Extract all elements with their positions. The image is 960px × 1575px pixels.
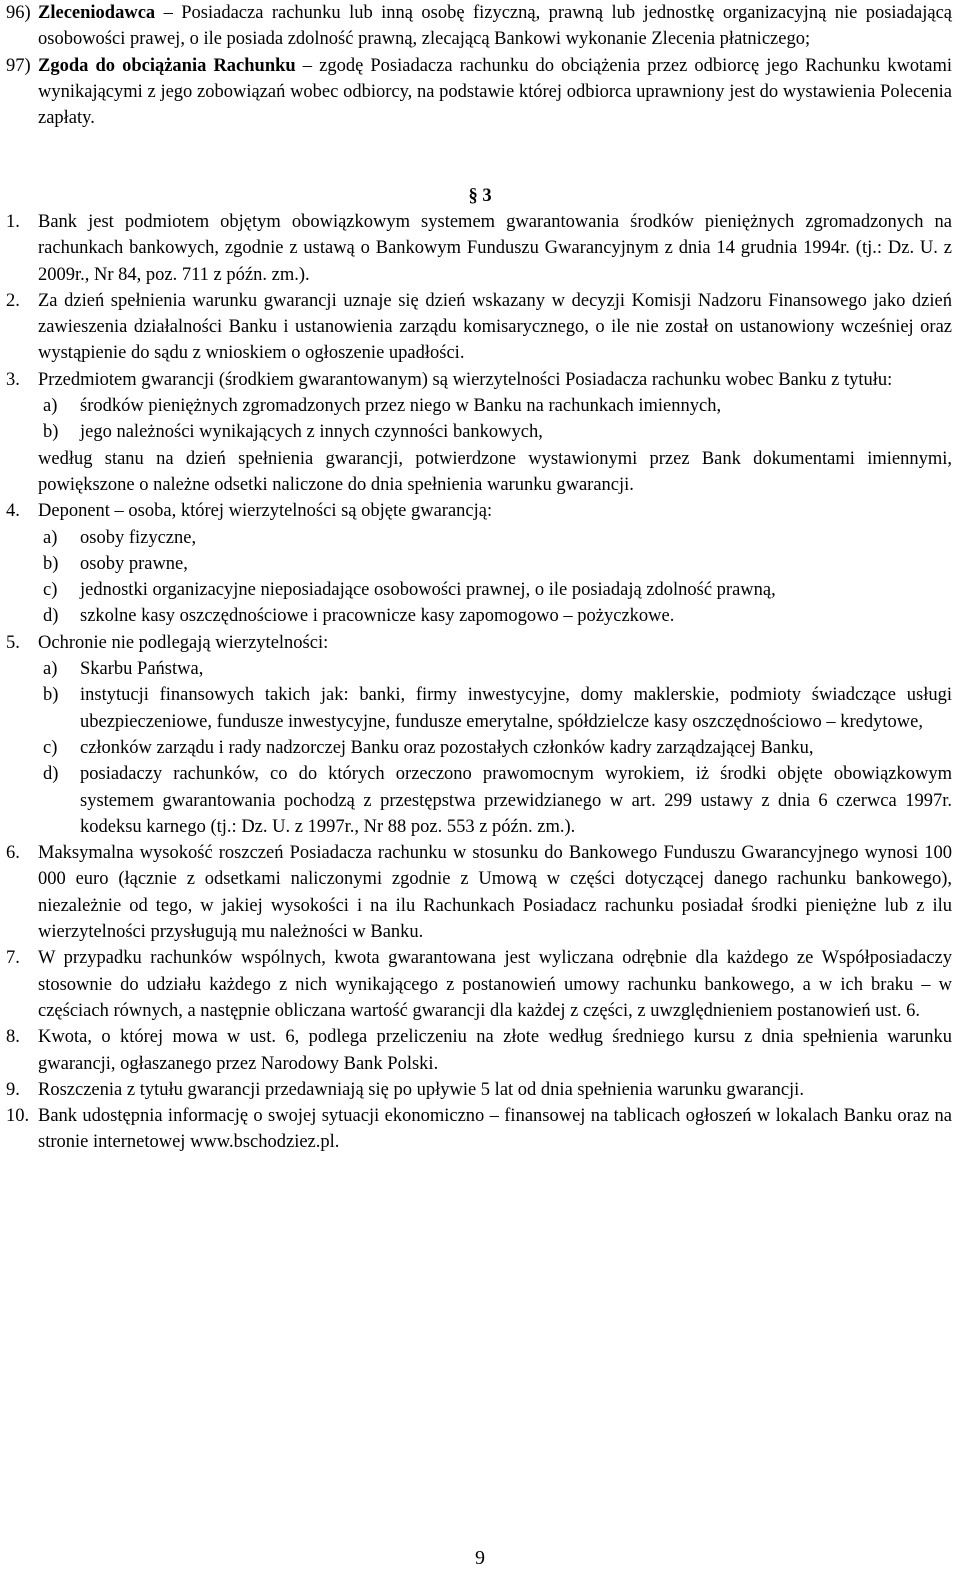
sub-item-text: jego należności wynikających z innych czynności bankowych, <box>80 422 543 443</box>
definition-item <box>6 0 952 53</box>
item-body <box>38 367 952 498</box>
item-number: 9. <box>6 1079 20 1100</box>
sub-item-text: Skarbu Państwa, <box>80 659 204 680</box>
sub-item <box>38 656 952 682</box>
item-body <box>38 630 952 840</box>
sub-item-label: c) <box>43 580 58 601</box>
list-item <box>6 945 952 1024</box>
item-text: Bank udostępnia informację o swojej sytuacji ekonomiczno – finansowej na tablicach ogłoszeń w lokalach Banku oraz na stronie internetowej www.bschodziez.pl. <box>38 1106 952 1153</box>
item-body <box>38 945 952 1024</box>
item-text: W przypadku rachunków wspólnych, kwota gwarantowana jest wyliczana odrębnie dla każdego ze Współposiadaczy stosownie do udziału każdego z nich wynikającego z postanowień umowy rachunku bankowego, a w ich braku – w częściach równych, a następnie obliczana wartość gwarancji dla każdej z części, z uwzględnieniem postanowień ust. 6. <box>38 948 952 1021</box>
definitions-list <box>6 0 952 131</box>
list-item <box>6 1024 952 1077</box>
list-item <box>6 840 952 945</box>
item-number: 6. <box>6 843 20 864</box>
definition-text: – zgodę Posiadacza rachunku do obciążenia przez odbiorcę jego Rachunku kwotami wynikającymi z jego zobowiązań wobec odbiorcy, na podstawie której odbiorca uprawniony jest do wystawienia Polecenia zapłaty. <box>38 55 952 129</box>
sub-item <box>38 682 952 735</box>
definition-item <box>6 53 952 132</box>
definition-term: Zleceniodawca <box>38 3 156 23</box>
sub-item <box>38 525 952 551</box>
section-items <box>6 209 952 1156</box>
sub-item <box>38 551 952 577</box>
section-number: 3 <box>482 186 492 206</box>
item-body <box>38 840 952 945</box>
sub-item-text: członków zarządu i rady nadzorczej Banku oraz pozostałych członków kadry zarządzającej Banku, <box>80 737 814 758</box>
item-body <box>38 209 952 288</box>
item-number: 2. <box>6 290 20 311</box>
list-item <box>6 209 952 288</box>
item-number: 8. <box>6 1027 20 1048</box>
definition-body <box>38 53 952 132</box>
item-body <box>38 1024 952 1077</box>
section-symbol: § <box>468 186 478 206</box>
item-text: Ochronie nie podlegają wierzytelności: <box>38 632 329 653</box>
item-body <box>38 288 952 367</box>
sub-item-text: jednostki organizacyjne nieposiadające osobowości prawnej, o ile posiadają zdolność prawną, <box>80 580 776 601</box>
section-heading <box>0 183 960 209</box>
sub-item-label: a) <box>43 659 58 680</box>
item-body <box>38 1103 952 1156</box>
definition-body <box>38 0 952 53</box>
item-text: Przedmiotem gwarancji (środkiem gwarantowanym) są wierzytelności Posiadacza rachunku wobec Banku z tytułu: <box>38 369 893 390</box>
sub-item-label: b) <box>43 422 59 443</box>
item-text: Za dzień spełnienia warunku gwarancji uznaje się dzień wskazany w decyzji Komisji Nadzoru Finansowego jako dzień zawieszenia działalności Banku i ustanowienia zarządu komisarycznego, o ile nie został on ustanowiony wcześniej oraz wystąpienie do sądu z wnioskiem o ogłoszenie upadłości. <box>38 290 952 364</box>
sub-item-text: szkolne kasy oszczędnościowe i pracownicze kasy zapomogowo – pożyczkowe. <box>80 606 675 627</box>
item-body <box>38 498 952 629</box>
list-item <box>6 288 952 367</box>
page-number: 9 <box>475 1547 485 1569</box>
sub-item <box>38 419 952 445</box>
list-item <box>6 1077 952 1103</box>
sub-item-text: środków pieniężnych zgromadzonych przez niego w Banku na rachunkach imiennych, <box>80 396 722 417</box>
sub-item-text: osoby fizyczne, <box>80 527 197 548</box>
definition-text: – Posiadacza rachunku lub inną osobę fizyczną, prawną lub jednostkę organizacyjną nie posiadającą osobowości prawej, o ile posiada zdolność prawną, zlecającą Bankowi wykonanie Zlecenia płatniczego; <box>38 3 952 50</box>
sub-item-text: instytucji finansowych takich jak: banki, firmy inwestycyjne, domy maklerskie, podmioty świadczące usługi ubezpieczeniowe, fundusze inwestycyjne, fundusze emerytalne, spółdzielcze kasy oszczędnościowo – kredytowe, <box>80 685 952 732</box>
sub-item <box>38 735 952 761</box>
sub-item-text: osoby prawne, <box>80 553 188 574</box>
definition-term: Zgoda do obciążania Rachunku <box>38 55 296 76</box>
list-item <box>6 498 952 629</box>
sub-item <box>38 603 952 629</box>
list-item <box>6 1103 952 1156</box>
list-item <box>6 630 952 840</box>
sub-item-label: a) <box>43 396 58 417</box>
item-number: 10. <box>6 1106 30 1127</box>
definition-number: 97) <box>6 55 31 76</box>
item-number: 7. <box>6 948 20 969</box>
sub-item-label: b) <box>43 553 59 574</box>
definition-number: 96) <box>6 3 31 23</box>
item-number: 4. <box>6 501 20 522</box>
item-text: Roszczenia z tytułu gwarancji przedawniają się po upływie 5 lat od dnia spełnienia warunku gwarancji. <box>38 1079 804 1100</box>
sub-item-label: d) <box>43 764 59 785</box>
list-item <box>6 367 952 498</box>
item-text: Bank jest podmiotem objętym obowiązkowym systemem gwarantowania środków pieniężnych zgromadzonych na rachunkach bankowych, zgodnie z ustawą o Bankowym Funduszu Gwarancyjnym z dnia 14 grudnia 1994r. (tj.: Dz. U. z 2009r., Nr 84, poz. 711 z późn. zm.). <box>38 212 952 285</box>
sub-item-label: b) <box>43 685 59 706</box>
sub-item-label: a) <box>43 527 58 548</box>
item-number: 3. <box>6 369 20 390</box>
item-text: Maksymalna wysokość roszczeń Posiadacza rachunku w stosunku do Bankowego Funduszu Gwarancyjnego wynosi 100 000 euro (łącznie z odsetkami naliczonymi zgodnie z Umową w części dotyczącej danego rachunku bankowego), niezależnie od tego, w jakiej wysokości i na ilu Rachunkach Posiadacz rachunku posiadał środki pieniężne lub z ilu wierzytelności przysługują mu należności w Banku. <box>38 843 952 943</box>
item-body <box>38 1077 952 1103</box>
item-number: 5. <box>6 632 20 653</box>
sub-item <box>38 393 952 419</box>
sub-item-label: c) <box>43 737 58 758</box>
item-number: 1. <box>6 212 20 232</box>
item-trailing-text: według stanu na dzień spełnienia gwarancji, potwierdzone wystawionymi przez Bank dokumentami imiennymi, powiększone o należne odsetki naliczone do dnia spełnienia warunku gwarancji. <box>38 448 952 495</box>
sub-item <box>38 577 952 603</box>
sub-item-label: d) <box>43 606 59 627</box>
item-text: Kwota, o której mowa w ust. 6, podlega przeliczeniu na złote według średniego kursu z dnia spełnienia warunku gwarancji, ogłaszanego przez Narodowy Bank Polski. <box>38 1027 952 1074</box>
sub-item-text: posiadaczy rachunków, co do których orzeczono prawomocnym wyrokiem, iż środki objęte obowiązkowym systemem gwarantowania pochodzą z przestępstwa przewidzianego w art. 299 ustawy z dnia 6 czerwca 1997r. kodeksu karnego (tj.: Dz. U. z 1997r., Nr 88 poz. 553 z późn. zm.). <box>80 764 952 837</box>
item-text: Deponent – osoba, której wierzytelności są objęte gwarancją: <box>38 501 493 522</box>
sub-item <box>38 761 952 840</box>
